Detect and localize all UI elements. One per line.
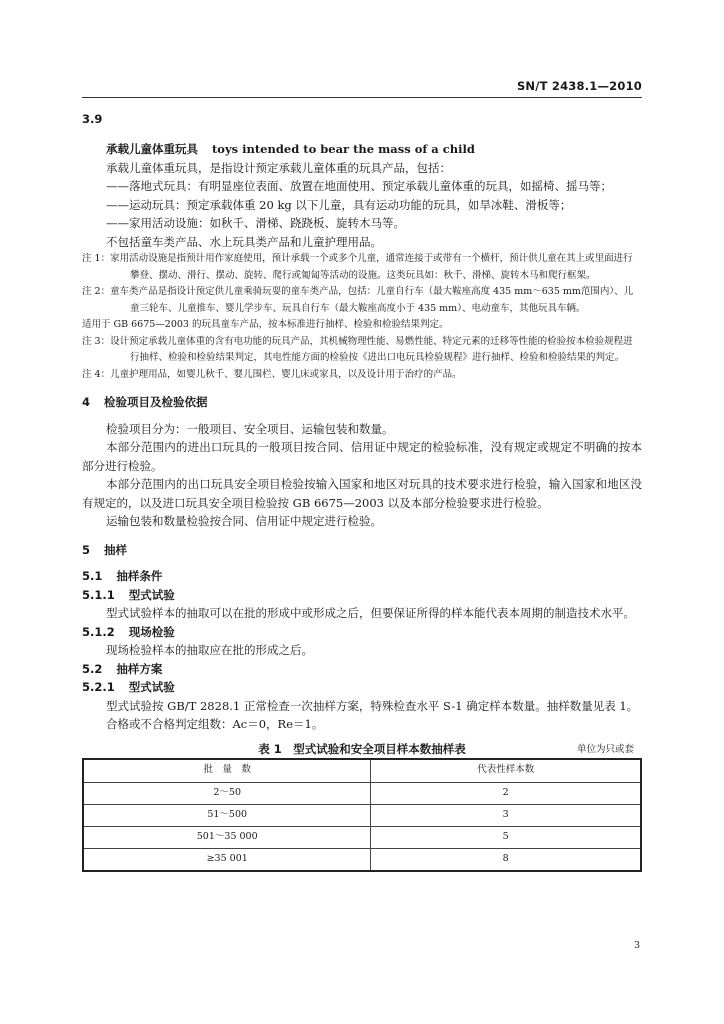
- section-5-1-1-title: 型式试验: [128, 587, 175, 602]
- section-4-number: 4: [82, 395, 91, 409]
- cell-lot-size: ≥35 001: [83, 848, 371, 871]
- section-4-para-2: 本部分范围内的进出口玩具的一般项目按合同、信用证中规定的检验标准，没有规定或规定不明确的按本部分进行检验。: [82, 440, 642, 473]
- section-5-2-1-title: 型式试验: [128, 680, 175, 694]
- section-5-1-2-number: 5.1.2: [82, 624, 115, 639]
- section-5-1-title: 抽样条件: [116, 569, 163, 583]
- section-5-number: 5: [82, 542, 91, 557]
- term-exclusion: 不包括童车类产品、水上玩具类产品和儿童护理用品。: [106, 234, 382, 249]
- table-1-unit: 单位为只或套: [576, 743, 634, 755]
- column-header-lot-size: 批 量 数: [83, 759, 371, 783]
- cell-sample-size: 5: [371, 826, 641, 848]
- page-number: 3: [633, 940, 640, 951]
- cell-lot-size: 2～50: [83, 782, 371, 804]
- section-5-2-1-heading: [82, 678, 642, 697]
- term-item-3: ——家用活动设施：如秋千、滑梯、跷跷板、旋转木马等。: [106, 216, 405, 230]
- section-5-1-2-title: 现场检验: [128, 624, 175, 639]
- section-5-1-2-text: 现场检验样本的抽取应在批的形成之后。: [106, 643, 313, 657]
- cell-sample-size: 2: [371, 782, 641, 804]
- note-3: 注 3：设计预定承载儿童体重的含有电功能的玩具产品，其机械物理性能、易燃性能、特定元素的迁移等性能的检验按本检验规程进行抽样、检验和检验结果判定，其电性能方面的检验按《进出口电玩具检验规程》进行抽样、检验和检验结果的判定。: [82, 335, 633, 363]
- note-1: 注 1：家用活动设施是指预计用作家庭使用，预计承载一个或多个儿童，通常连接于或带有一个横杆，预计供儿童在其上或里面进行攀登、摆动、滑行、摆动、旋转、爬行或匍匐等活动的设施。这类玩具如：秋千、滑梯、旋转木马和爬行框架。: [82, 253, 633, 281]
- term-cn: 承载儿童体重玩具: [106, 142, 198, 156]
- table-1-caption-row: [82, 740, 642, 758]
- section-5-1-1-heading: [82, 586, 642, 605]
- table-row: [83, 804, 641, 826]
- note-2-extra: 适用于 GB 6675—2003 的玩具童车产品，按本标准进行抽样、检验和检验结果判定。: [82, 319, 449, 330]
- section-4-para-4: 运输包装和数量检验按合同、信用证中规定进行检验。: [106, 514, 382, 528]
- section-5-1-1-text: 型式试验样本的抽取可以在批的形成中或形成之后，但要保证所得的样本能代表本周期的制造技术水平。: [106, 606, 635, 620]
- column-header-sample-size: 代表性样本数: [371, 759, 641, 783]
- section-5-1-heading: [82, 567, 642, 586]
- cell-sample-size: 3: [371, 804, 641, 826]
- note-2: 注 2：童车类产品是指设计预定供儿童乘骑玩耍的童车类产品，包括：儿童自行车（最大鞍座高度 435 mm～635 mm范围内）、儿童三轮车、儿童推车、婴儿学步车、玩具自行车（最大鞍座高度小于 435 mm）、电动童车，其他玩具车辆。: [82, 286, 634, 314]
- term-en: toys intended to bear the mass of a child: [212, 142, 475, 156]
- table-row: [83, 826, 641, 848]
- section-5-2-title: 抽样方案: [116, 661, 163, 676]
- section-5-1-2-heading: [82, 623, 642, 642]
- table-1: [82, 758, 642, 872]
- section-5-2-heading: [82, 660, 642, 679]
- table-header-row: [83, 759, 641, 783]
- section-4-para-1: 检验项目分为：一般项目、安全项目、运输包装和数量。: [106, 421, 394, 436]
- term-heading: [82, 140, 642, 159]
- section-5-title: 抽样: [104, 542, 128, 557]
- header-rule: [82, 97, 642, 98]
- section-5-2-1-number: 5.2.1: [82, 680, 115, 694]
- section-5-heading: [82, 541, 642, 560]
- cell-lot-size: 501～35 000: [83, 826, 371, 848]
- section-5-2-number: 5.2: [82, 661, 103, 676]
- cell-sample-size: 8: [371, 848, 641, 871]
- term-item-2: ——运动玩具：预定承载体重 20 kg 以下儿童，具有运动功能的玩具，如旱冰鞋、滑板等；: [106, 197, 572, 212]
- section-5-2-1-text-2: 合格或不合格判定组数：Ac＝0，Re＝1。: [106, 717, 324, 731]
- section-5-2-1-text-1: 型式试验按 GB/T 2828.1 正常检查一次抽样方案，特殊检查水平 S-1 确定样本数量。抽样数量见表 1。: [106, 698, 639, 713]
- section-5-1-1-number: 5.1.1: [82, 587, 115, 602]
- clause-3-9-number: 3.9: [82, 112, 103, 126]
- section-4-title: 检验项目及检验依据: [104, 395, 208, 409]
- note-4: 注 4：儿童护理用品，如婴儿秋千、婴儿围栏、婴儿床或家具，以及设计用于治疗的产品。: [82, 368, 462, 380]
- term-item-1: ——落地式玩具：有明显座位表面、放置在地面使用、预定承载儿童体重的玩具，如摇椅、摇马等；: [106, 179, 612, 193]
- section-5-1-number: 5.1: [82, 569, 103, 583]
- table-1-caption: 表 1 型式试验和安全项目样本数抽样表: [258, 741, 466, 756]
- page-content: [82, 106, 642, 872]
- table-row: [83, 848, 641, 871]
- section-4-heading: [82, 393, 642, 412]
- cell-lot-size: 51～500: [83, 804, 371, 826]
- section-4-para-3: 本部分范围内的出口玩具安全项目检验按输入国家和地区对玩具的技术要求进行检验，输入国家和地区没有规定的，以及进口玩具安全项目检验按 GB 6675—2003 以及本部分检验要求进行检验。: [82, 477, 642, 510]
- table-row: [83, 782, 641, 804]
- term-definition: 承载儿童体重玩具，是指设计预定承载儿童体重的玩具产品，包括：: [106, 160, 451, 175]
- standard-code: SN/T 2438.1—2010: [516, 79, 642, 93]
